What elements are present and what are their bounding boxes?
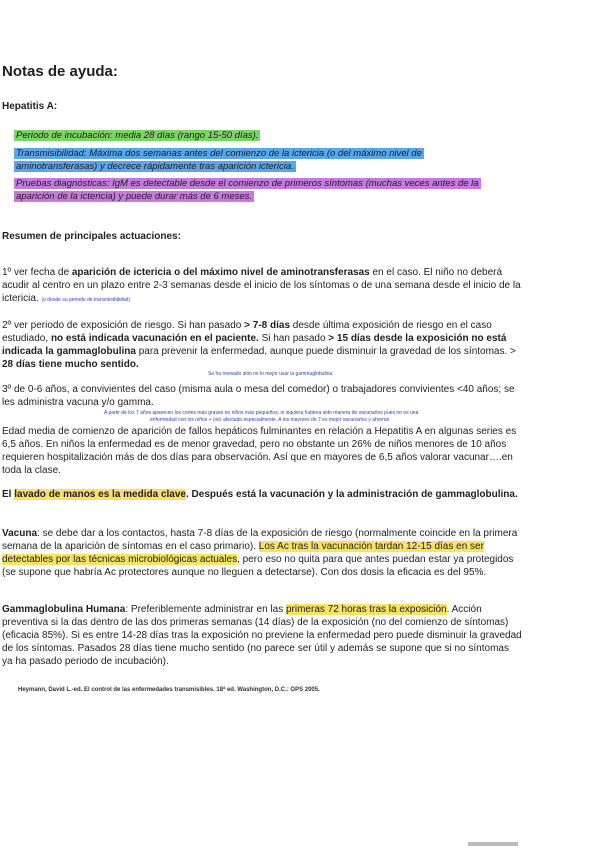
p2-text-e: Si han pasado	[258, 333, 329, 344]
p7-label: Gammaglobulina Humana	[2, 604, 126, 615]
p2-text-b: > 7-8 días	[244, 320, 291, 331]
p2-text-c: desde última exposición de riesgo en el caso estudiado,	[2, 320, 492, 344]
p6-highlight: Los Ac tras la vacunación tardan 12-15 días en ser detectables por las técnicas microbiológicas actuales	[2, 541, 484, 565]
transmission-text: Transmisibilidad: Máxima dos semanas antes del comienzo de la ictericia (o del máximo nivel de aminotransferasas) y decrece rápidamente tras aparición ictericia.	[16, 148, 422, 172]
p7-text-b: : Preferiblemente administrar en las	[125, 604, 286, 615]
p7-text-d: . Acción preventiva si la das dentro de las dos primeras semanas (14 días) de la exposición (no del comienzo de síntomas) (eficacia 85%). Si es entre 14-28 días tras la exposición no previene la enfermedad pero puede disminuir la gravedad de los síntomas. Pasados 28 días tiene mucho sentido (no parece ser útil y además se supone que si no síntomas ya ha pasado periodo de incubación).	[2, 604, 522, 667]
transmission-highlight	[14, 147, 498, 173]
paragraph-1	[2, 266, 522, 305]
p2-text-a: 2º ver periodo de exposición de riesgo. Si han pasado	[2, 320, 245, 331]
paragraph-2	[2, 319, 522, 371]
p2-handwritten-note: Se ha revisado sitio no lo mejor usar la gammaglobulina	[208, 371, 333, 377]
paragraph-3: 3º de 0-6 años, a convivientes del caso (misma aula o mesa del comedor) o trabajadores convivientes <40 años; se les administra vacuna y/o gamma.	[2, 384, 515, 408]
section-heading: Hepatitis A:	[2, 101, 58, 112]
summary-heading: Resumen de principales actuaciones:	[2, 231, 181, 242]
p7-highlight: primeras 72 horas tras la exposición	[285, 604, 447, 615]
p5-text-c: . Después está la vacunación y la administración de gammaglobulina.	[185, 489, 518, 500]
p1-handwritten-note: (o desde su periodo de transmisibilidad)	[41, 297, 131, 303]
p6-text-b: : se debe dar a los contactos, hasta 7-8 días de la exposición de riesgo (normalmente coincide en la primera semana de la aparición de síntomas en el caso primario).	[2, 528, 518, 552]
tests-highlight	[14, 177, 498, 203]
p1-text-b: aparición de ictericia o del máximo nivel de aminotransferasas	[71, 267, 370, 278]
p1-text-c: en el caso. El niño no deberá acudir al centro en un plazo entre 2-3 semanas desde el inicio de los síntomas o de una semana desde el inicio de la ictericia.	[2, 267, 521, 304]
paragraph-5	[2, 488, 522, 501]
p2-text-h: 28 días tiene mucho sentido.	[2, 359, 139, 370]
p3-handwritten-note-1: A partir de los 7 años aparecen los cortes más graves en niños más pequeños, ni siquiera hubiera sido manera de vacunarlos pues no es una	[104, 410, 419, 416]
scan-edge-mark	[468, 842, 518, 846]
p5-highlight: lavado de manos es la medida clave	[14, 489, 186, 500]
incubation-text: Periodo de incubación: media 28 días (rango 15-50 días).	[16, 130, 259, 141]
tests-text: Pruebas diagnósticas: IgM es detectable desde el comienzo de primeros síntomas (muchas veces antes de la aparición de la ictericia) y puede durar más de 6 meses.	[16, 178, 479, 202]
page-title: Notas de ayuda:	[2, 63, 118, 80]
p2-text-d: no está indicada vacunación en el paciente.	[50, 333, 259, 344]
p2-text-f: > 15 días desde la exposición no está indicada la gammaglobulina	[2, 333, 507, 357]
p6-text-d: , pero eso no quita para que antes puedan estar ya protegidos (se supone que habría Ac protectores aunque no lleguen a detectarse). Con dos dosis la eficacia es del 95%.	[2, 554, 514, 578]
p5-text-a: El	[2, 489, 15, 500]
reference-citation: Heymann, David L.-ed. El control de las enfermedades transmisibles. 18ª ed. Washington, D.C.: OPS 2005.	[18, 687, 320, 693]
p1-text-a: 1º ver fecha de	[2, 267, 72, 278]
paragraph-4: Edad media de comienzo de aparición de fallos hepáticos fulminantes en relación a Hepatitis A en algunas series es 6,5 años. En niños la enfermedad es de menor gravedad, pero no obstante un 26% de niños menores de 10 años requieren hospitalización más de dos días para observación. Así que en mayores de 6,5 años valorar vacunar….en toda la clase.	[2, 426, 517, 476]
p6-label: Vacuna	[2, 528, 38, 539]
incubation-highlight	[14, 129, 498, 142]
paragraph-6	[2, 527, 522, 579]
p2-text-g: para prevenir la enfermedad, aunque puede disminuir la gravedad de los síntomas. >	[135, 346, 516, 357]
paragraph-7	[2, 603, 522, 668]
p3-handwritten-note-2: enfermedad con los niños + (ve) afectado especialmente. A los mayores de 7 es mejor vacunarlos y ahorran	[150, 417, 390, 423]
